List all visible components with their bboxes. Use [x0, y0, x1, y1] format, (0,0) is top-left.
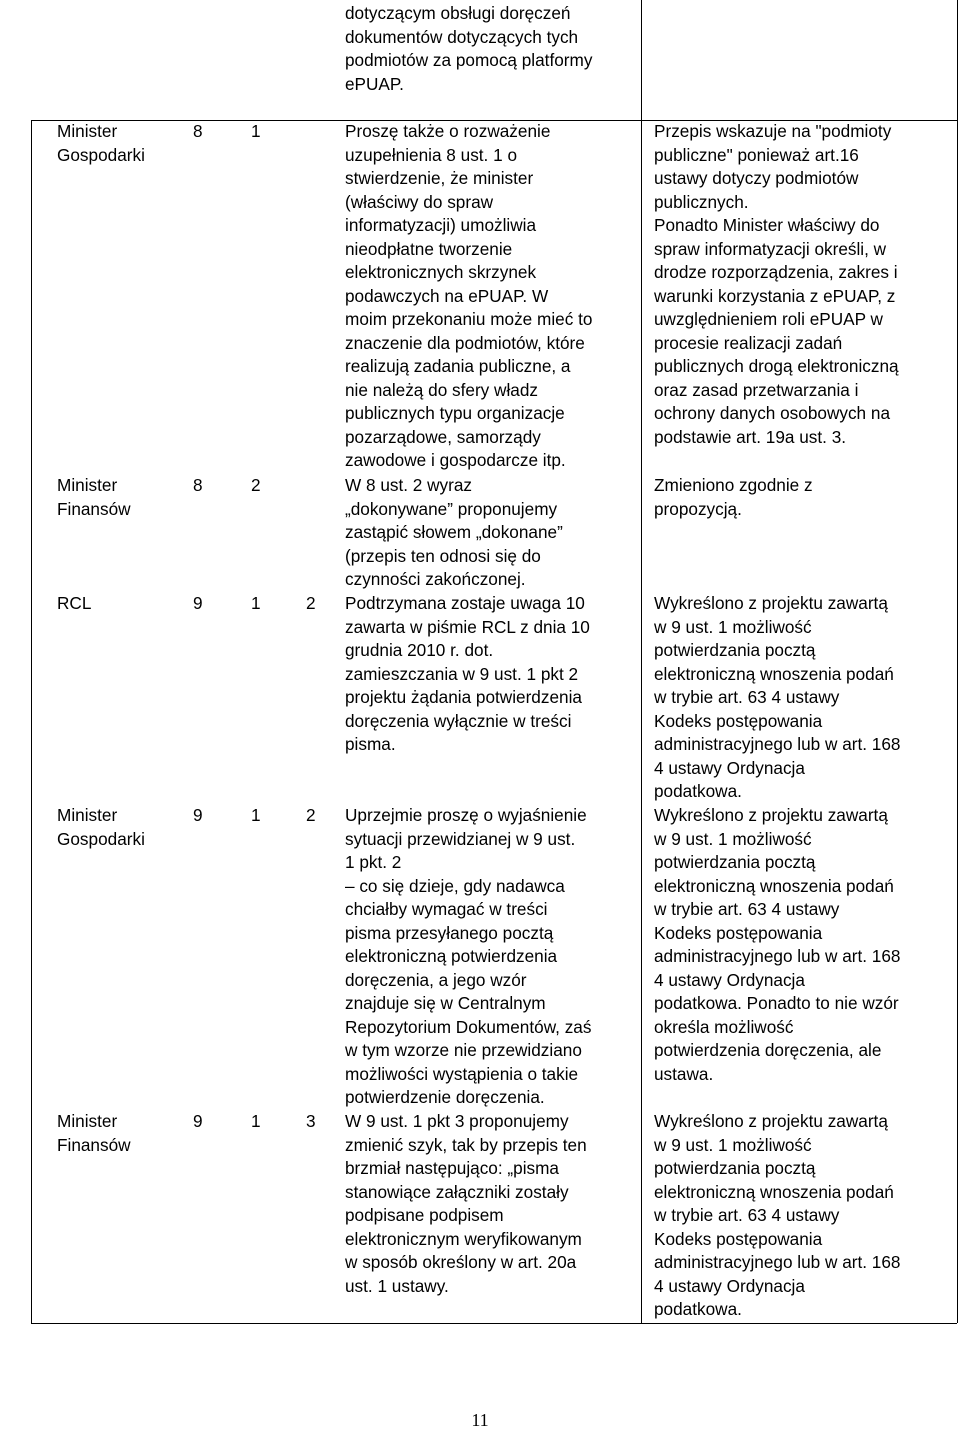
table-left-border [31, 120, 32, 1323]
cell-art: 9 [193, 805, 203, 825]
cell-ust: 1 [251, 121, 261, 141]
column-divider [641, 0, 642, 1323]
cell-pkt: 2 [306, 593, 316, 613]
cell-comment: W 9 ust. 1 pkt 3 proponujemy zmienić szyk, tak by przepis ten brzmiał następująco: „pisma stanowiące załączniki zostały podpisane podpisem elektronicznym weryfikowanym w sposób określony w art. 20a ust. 1 ustawy. [345, 1111, 587, 1296]
cell-art: 9 [193, 1111, 203, 1131]
cell-sender: RCL [57, 593, 92, 613]
cell-comment: dotyczącym obsługi doręczeń dokumentów dotyczących tych podmiotów za pomocą platformy ePUAP. [345, 3, 593, 94]
cell-sender: Minister Finansów [57, 1111, 131, 1155]
table-right-border [957, 0, 958, 1323]
cell-comment: Uprzejmie proszę o wyjaśnienie sytuacji przewidzianej w 9 ust. 1 pkt. 2 – co się dzieje, gdy nadawca chciałby wymagać w treści pisma przesyłanego pocztą elektroniczną potwierdzenia doręczenia, a jego wzór znajduje się w Centralnym Repozytorium Dokumentów, zaś w tym wzorze nie przewidziano możliwości wystąpienia o takie potwierdzenie doręczenia. [345, 805, 592, 1107]
cell-sender: Minister Finansów [57, 475, 131, 519]
cell-response: Zmieniono zgodnie z propozycją. [654, 475, 813, 519]
cell-comment: Proszę także o rozważenie uzupełnienia 8 ust. 1 o stwierdzenie, że minister (właściwy do spraw informatyzacji) umożliwia nieodpłatne tworzenie elektronicznych skrzynek podawczych na ePUAP. W moim przekonaniu może mieć to znaczenie dla podmiotów, które realizują zadania publiczne, a nie należą do sfery władz publicznych typu organizacje pozarządowe, samorządy zawodowe i gospodarcze itp. [345, 121, 593, 470]
cell-comment: W 8 ust. 2 wyraz „dokonywane” proponujemy zastąpić słowem „dokonane” (przepis ten odnosi się do czynności zakończonej. [345, 475, 563, 589]
cell-comment: Podtrzymana zostaje uwaga 10 zawarta w piśmie RCL z dnia 10 grudnia 2010 r. dot. zamieszczania w 9 ust. 1 pkt 2 projektu żądania potwierdzenia doręczenia wyłącznie w treści pisma. [345, 593, 590, 754]
cell-art: 9 [193, 593, 203, 613]
cell-pkt: 3 [306, 1111, 316, 1131]
cell-response: Przepis wskazuje na "podmioty publiczne" ponieważ art.16 ustawy dotyczy podmiotów publicznych. Ponadto Minister właściwy do spraw informatyzacji określi, w drodze rozporządzenia, zakres i warunki korzystania z ePUAP, z uwzględnieniem roli ePUAP w procesie realizacji zadań publicznych drogą elektroniczną oraz zasad przetwarzania i ochrony danych osobowych na podstawie art. 19a ust. 3. [654, 121, 899, 447]
page-number: 11 [471, 1410, 489, 1430]
cell-art: 8 [193, 475, 203, 495]
cell-response: Wykreślono z projektu zawartą w 9 ust. 1 możliwość potwierdzania pocztą elektroniczną wnoszenia podań w trybie art. 63 4 ustawy Kodeks postępowania administracyjnego lub w art. 168 4 ustawy Ordynacja podatkowa. [654, 1111, 901, 1319]
cell-art: 8 [193, 121, 203, 141]
cell-sender: Minister Gospodarki [57, 121, 145, 165]
cell-sender: Minister Gospodarki [57, 805, 145, 849]
table-bottom-border [31, 1323, 957, 1324]
cell-response: Wykreślono z projektu zawartą w 9 ust. 1 możliwość potwierdzania pocztą elektroniczną wnoszenia podań w trybie art. 63 4 ustawy Kodeks postępowania administracyjnego lub w art. 168 4 ustawy Ordynacja podatkowa. Ponadto to nie wzór określa możliwość potwierdzenia doręczenia, ale ustawa. [654, 805, 901, 1084]
cell-ust: 1 [251, 805, 261, 825]
cell-pkt: 2 [306, 805, 316, 825]
cell-ust: 1 [251, 593, 261, 613]
cell-ust: 2 [251, 475, 261, 495]
cell-ust: 1 [251, 1111, 261, 1131]
cell-response: Wykreślono z projektu zawartą w 9 ust. 1 możliwość potwierdzania pocztą elektroniczną wnoszenia podań w trybie art. 63 4 ustawy Kodeks postępowania administracyjnego lub w art. 168 4 ustawy Ordynacja podatkowa. [654, 593, 901, 801]
